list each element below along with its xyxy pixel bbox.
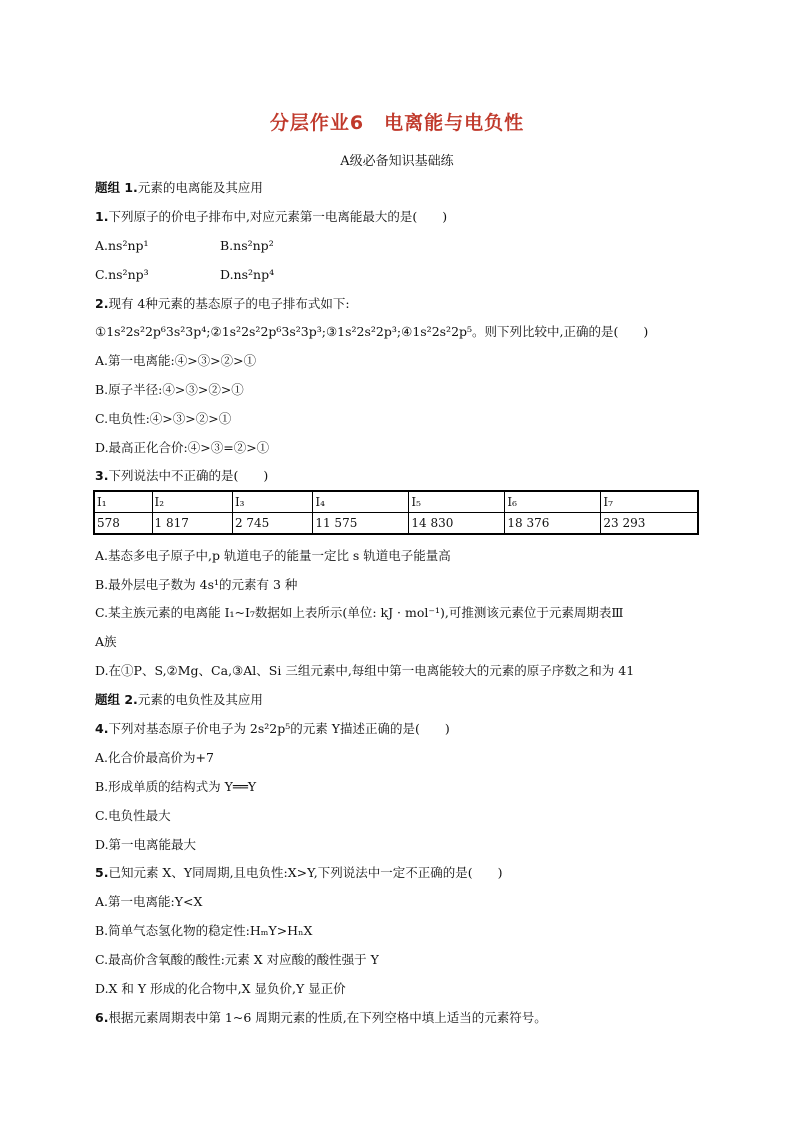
question-4-option-c: C.电负性最大	[95, 808, 171, 823]
table-header-cell: I₆	[505, 491, 601, 513]
ionization-energy-table	[93, 490, 699, 535]
group-heading-2: 题组 2.元素的电负性及其应用	[95, 692, 263, 707]
question-1-option-c: C.ns²np³	[95, 267, 149, 282]
question-5-option-b: B.简单气态氢化物的稳定性:HₘY>HₙX	[95, 923, 313, 938]
question-1-option-a: A.ns²np¹	[95, 238, 149, 253]
table-cell: 1 817	[152, 513, 232, 535]
table-header-cell: I₄	[313, 491, 409, 513]
question-4-option-a: A.化合价最高价为+7	[95, 750, 214, 765]
question-2-stem: 2.现有 4种元素的基态原子的电子排布式如下:	[95, 296, 350, 311]
question-1-stem: 1.下列原子的价电子排布中,对应元素第一电离能最大的是( )	[95, 209, 448, 224]
question-number: 2.	[95, 296, 109, 311]
question-5-stem: 5.已知元素 X、Y同周期,且电负性:X>Y,下列说法中一定不正确的是( )	[95, 865, 503, 880]
table-cell: 23 293	[601, 513, 698, 535]
question-number: 1.	[95, 209, 109, 224]
question-4-option-d: D.第一电离能最大	[95, 837, 197, 852]
question-3-stem: 3.下列说法中不正确的是( )	[95, 468, 269, 483]
question-4-option-b: B.形成单质的结构式为 Y══Y	[95, 779, 257, 794]
question-3-option-b: B.最外层电子数为 4s¹的元素有 3 种	[95, 577, 298, 592]
question-number: 题组 1.	[95, 180, 138, 195]
question-6-stem: 6.根据元素周期表中第 1~6 周期元素的性质,在下列空格中填上适当的元素符号。	[95, 1010, 547, 1025]
table-header-cell: I₇	[601, 491, 698, 513]
question-1-option-d: D.ns²np⁴	[220, 267, 275, 282]
table-row	[94, 513, 698, 535]
question-2-option-c: C.电负性:④>③>②>①	[95, 411, 232, 426]
question-2-option-a: A.第一电离能:④>③>②>①	[95, 353, 257, 368]
table-header-cell: I₅	[409, 491, 505, 513]
question-number: 3.	[95, 468, 109, 483]
question-number: 5.	[95, 865, 109, 880]
question-5-option-d: D.X 和 Y 形成的化合物中,X 显负价,Y 显正价	[95, 981, 346, 996]
question-2-config: ①1s²2s²2p⁶3s²3p⁴;②1s²2s²2p⁶3s²3p³;③1s²2s²2p³;④1s²2s²2p⁵。则下列比较中,正确的是( )	[95, 324, 649, 339]
question-5-option-c: C.最高价含氧酸的酸性:元素 X 对应酸的酸性强于 Y	[95, 952, 379, 967]
table-header-cell: I₂	[152, 491, 232, 513]
question-4-stem: 4.下列对基态原子价电子为 2s²2p⁵的元素 Y描述正确的是( )	[95, 721, 450, 736]
table-cell: 18 376	[505, 513, 601, 535]
question-3-option-d: D.在①P、S,②Mg、Ca,③Al、Si 三组元素中,每组中第一电离能较大的元素的原子序数之和为 41	[95, 663, 635, 678]
table-cell: 578	[94, 513, 152, 535]
table-header-row	[94, 491, 698, 513]
table-cell: 11 575	[313, 513, 409, 535]
question-3-option-c-continued: A族	[95, 634, 117, 649]
table-cell: 2 745	[232, 513, 312, 535]
question-3-option-c: C.某主族元素的电离能 I₁~I₇数据如上表所示(单位: kJ · mol⁻¹),可推测该元素位于元素周期表Ⅲ	[95, 605, 624, 620]
page-title: 分层作业6 电离能与电负性	[269, 112, 525, 134]
group-heading-1: 题组 1.元素的电离能及其应用	[95, 180, 263, 195]
question-3-option-a: A.基态多电子原子中,p 轨道电子的能量一定比 s 轨道电子能量高	[95, 548, 451, 563]
question-number: 题组 2.	[95, 692, 138, 707]
table-header-cell: I₁	[94, 491, 152, 513]
level-heading: A级必备知识基础练	[340, 154, 454, 169]
question-number: 4.	[95, 721, 109, 736]
question-1-option-b: B.ns²np²	[220, 238, 274, 253]
question-number: 6.	[95, 1010, 109, 1025]
question-2-option-d: D.最高正化合价:④>③=②>①	[95, 440, 270, 455]
table-header-cell: I₃	[232, 491, 312, 513]
question-2-option-b: B.原子半径:④>③>②>①	[95, 382, 244, 397]
table-cell: 14 830	[409, 513, 505, 535]
question-5-option-a: A.第一电离能:Y<X	[95, 894, 203, 909]
